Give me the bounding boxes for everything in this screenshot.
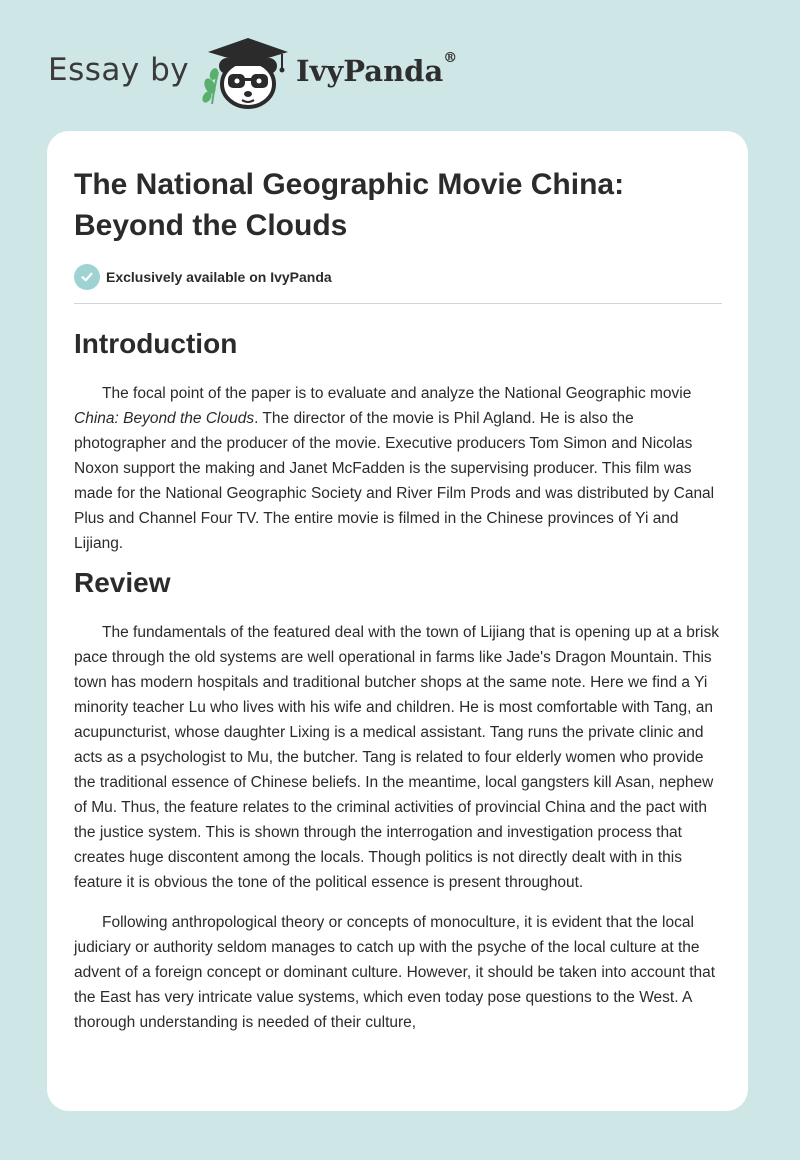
article-body (74, 321, 724, 1035)
brand-label: IvyPanda (296, 54, 444, 88)
intro-text-end: . The director of the movie is Phil Agland. He is also the photographer and the producer of the movie. Executive producers Tom Simon and Nicolas Noxon support the making and Janet McFadden is the supervising producer. This film was made for the National Geographic Society and River Film Prods and was distributed by Canal Plus and Channel Four TV. The entire movie is filmed in the Chinese provinces of Yi and Lijiang. (74, 410, 715, 552)
exclusive-badge (74, 264, 332, 290)
badge-label: Exclusively available on IvyPanda (106, 269, 332, 285)
ivypanda-logo-icon[interactable] (200, 34, 292, 110)
section-heading-review: Review (74, 567, 171, 598)
page-title: The National Geographic Movie China: Beyond the Clouds (74, 168, 625, 242)
intro-text-start: The focal point of the paper is to evaluate and analyze the National Geographic movie (102, 385, 692, 402)
paragraph-review-2: Following anthropological theory or concepts of monoculture, it is evident that the local judiciary or authority seldom manages to catch up with the psyche of the local culture at the advent of a foreign concept or dominant culture. However, it should be taken into account that the East has very intricate value systems, which even today pose questions to the West. A thorough understanding is needed of their culture, (74, 914, 716, 1031)
paragraph-introduction (74, 381, 724, 556)
section-heading-introduction: Introduction (74, 328, 238, 359)
registered-mark: ® (443, 50, 458, 66)
paragraph-review-1: The fundamentals of the featured deal with the town of Lijiang that is opening up at a brisk pace through the old systems are well operational in farms like Jade's Dragon Mountain. This town has modern hospitals and traditional butcher shops at the same note. Here we find a Yi minority teacher Lu who lives with his wife and children. He is most comfortable with Tang, an acupuncturist, whose daughter Lixing is a medical assistant. Tang runs the private clinic and acts as a psychologist to Mu, the butcher. Tang is related to four elderly women who provide the traditional essence of Chinese beliefs. In the meantime, local gangsters kill Asan, nephew of Mu. Thus, the feature relates to the criminal activities of provincial China and the pact with the justice system. This is shown through the interrogation and investigation process that creates huge discontent among the locals. Though politics is not directly dealt with in this feature it is obvious the tone of the political essence is present throughout. (74, 624, 719, 891)
site-header (0, 0, 800, 130)
check-icon (74, 264, 100, 290)
brand-name[interactable] (296, 50, 458, 88)
essay-by-label: Essay by (48, 52, 190, 88)
movie-title-italic: China: Beyond the Clouds (74, 410, 255, 427)
divider (74, 303, 722, 304)
essay-card (47, 131, 748, 1111)
